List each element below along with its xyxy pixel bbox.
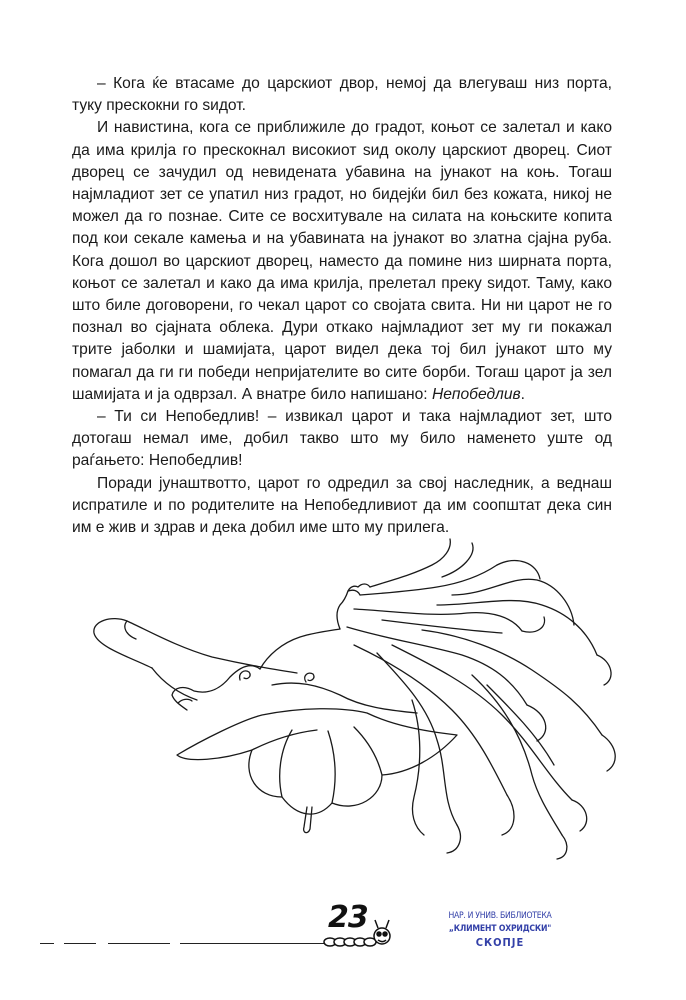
flowing-hair [347, 539, 615, 859]
paragraph-4: Поради јунаштвотто, царот го одредил за свој наследник, а веднаш испратиле и по родителите на Непобедливиот да им соопштат дека син им е жив и здрав и дека добил име што му прилега. [72, 474, 612, 537]
figure-arm [172, 666, 260, 710]
footer-rule [40, 943, 330, 947]
stamp-line-1: НАР. И УНИВ. БИБЛИОТЕКА [448, 911, 552, 921]
fairy-illustration [92, 535, 622, 905]
paragraph-2-text: И навистина, кога се приближиле до градот, коњот се залетал и како да има крилја го прескокнал високиот ѕид околу царскиот дворец. Сиот дворец се зачудил од невидената убавина на јунакот на коњ. Тогаш најмладиот зет се упатил низ градот, но бидејќи бил без кожата, никој не можел да го познае. Сите се восхитувале на силата на коњските копита под кои секале камења и на убавината на јунакот во златна сјајна руба. Кога дошол во царскиот дворец, наместо да помине низ ширната порта, коњот се залетал и како да има крилја, прелетал преку ѕидот. Таму, како што биле договорени, го чекал царот со својата свита. Ни ни царот не го познал во сјајната облека. Дури откако најмладиот зет му ги покажал трите јаболки и шамијата, царот видел дека тој бил јунакот што му помагал да ги ги победи непријателите во сите борби. Тогаш царот ја зел шамијата и ја одврзал. А внатре било напишано: [72, 119, 612, 403]
flower-bulb [177, 709, 457, 814]
story-text [72, 73, 612, 539]
paragraph-2 [72, 117, 612, 406]
inscription-word: Непобедлив [431, 385, 521, 403]
library-stamp [443, 910, 557, 952]
page-number: 23 [328, 900, 368, 935]
stamp-line-2: „КЛИМЕНТ ОХРИДСКИ" [448, 924, 552, 934]
paragraph-1: – Кога ќе втасаме до царскиот двор, немој да влегуваш низ порта, туку прескокни го ѕидот. [72, 75, 612, 115]
paragraph-2-tail: . [520, 385, 526, 403]
stamp-line-3: СКОПЈЕ [475, 936, 525, 949]
page-number-group [320, 900, 410, 950]
paragraph-3: – Ти си Непобедлив! – извикал царот и така најмладиот зет, што дотогаш немал име, добил такво што му било наменето уште од раѓањето: Непобедлив! [72, 408, 612, 470]
